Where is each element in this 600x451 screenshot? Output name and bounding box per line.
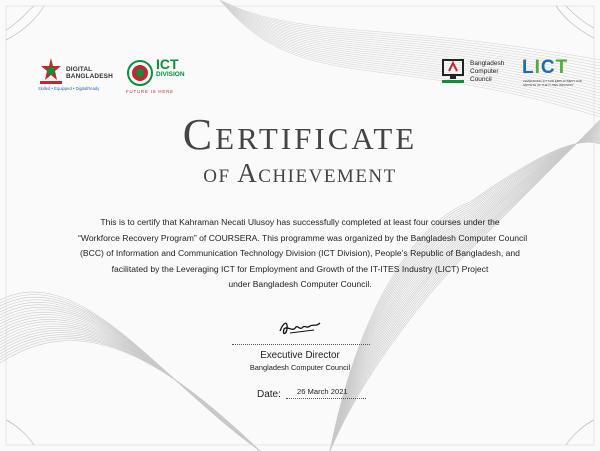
lict-tagline: LEVERAGING ICT FOR EMPLOYMENT AND GROWTH OF THE IT-ITES INDUSTRY (523, 79, 582, 87)
ict-division-seal-icon (126, 59, 154, 87)
guilloche-wave (0, 319, 260, 451)
lict-mark: LICT (522, 57, 569, 78)
signatory-organization: Bangladesh Computer Council (249, 363, 351, 372)
digital-bangladesh-logo (36, 56, 113, 96)
bcc-logo (440, 58, 516, 88)
body-line-5: under Bangladesh Computer Council. (228, 279, 372, 290)
guilloche-wave (330, 142, 600, 451)
signatory-role: Executive Director (260, 350, 340, 361)
digital-bangladesh-name-line1: DIGITAL (66, 66, 93, 73)
guilloche-wave (0, 305, 260, 451)
guilloche-wave (330, 142, 600, 451)
ict-division-tagline: FUTURE IS HERE (126, 89, 174, 94)
guilloche-wave (0, 317, 260, 451)
body-line-1: This is to certify that Kahraman Necati Ulusoy has successfully completed at least four courses under the (100, 217, 500, 227)
guilloche-wave (220, 0, 600, 63)
certificate-title: Certificate (182, 110, 418, 159)
guilloche-wave (0, 312, 260, 451)
guilloche-wave (0, 295, 260, 451)
date-line (286, 398, 366, 399)
digital-bangladesh-tagline: Skilled • Equipped • DigitalReady (38, 86, 100, 91)
guilloche-wave (0, 307, 260, 451)
body-line-3: (BCC) of Information and Communication Technology Division (ICT Division), People’s Republic of Bangladesh, and (80, 248, 520, 259)
digital-bangladesh-name-line2: BANGLADESH (66, 73, 113, 80)
guilloche-wave (0, 297, 260, 451)
lict-logo (522, 58, 584, 94)
bcc-name-line1: Bangladesh (470, 60, 505, 67)
certificate-subtitle: of Achievement (203, 158, 397, 188)
signature-line (232, 344, 370, 345)
guilloche-wave (0, 310, 260, 451)
guilloche-wave (220, 0, 600, 111)
body-line-4: facilitated by the Leveraging ICT for Employment and Growth of the IT-ITES Industry (LICT) Project (111, 263, 489, 274)
digital-bangladesh-emblem-icon (36, 56, 66, 86)
ict-division-logo (124, 57, 194, 97)
signature-image (276, 315, 326, 339)
bcc-name-line3: Council (470, 76, 492, 83)
bcc-name-line2: Computer (470, 68, 499, 75)
date-value: 26 March 2021 (297, 387, 348, 396)
ict-division-name-line2: DIVISION (156, 71, 185, 78)
ict-division-name-line1: ICT (156, 56, 179, 72)
date-label: Date: (257, 389, 281, 400)
bcc-computer-icon (440, 58, 466, 86)
guilloche-wave (220, 0, 600, 60)
certificate-body (78, 215, 528, 293)
body-line-2: “Workforce Recovery Program” of COURSERA. This programme was organized by the Bangladesh Computer Council (78, 232, 528, 243)
